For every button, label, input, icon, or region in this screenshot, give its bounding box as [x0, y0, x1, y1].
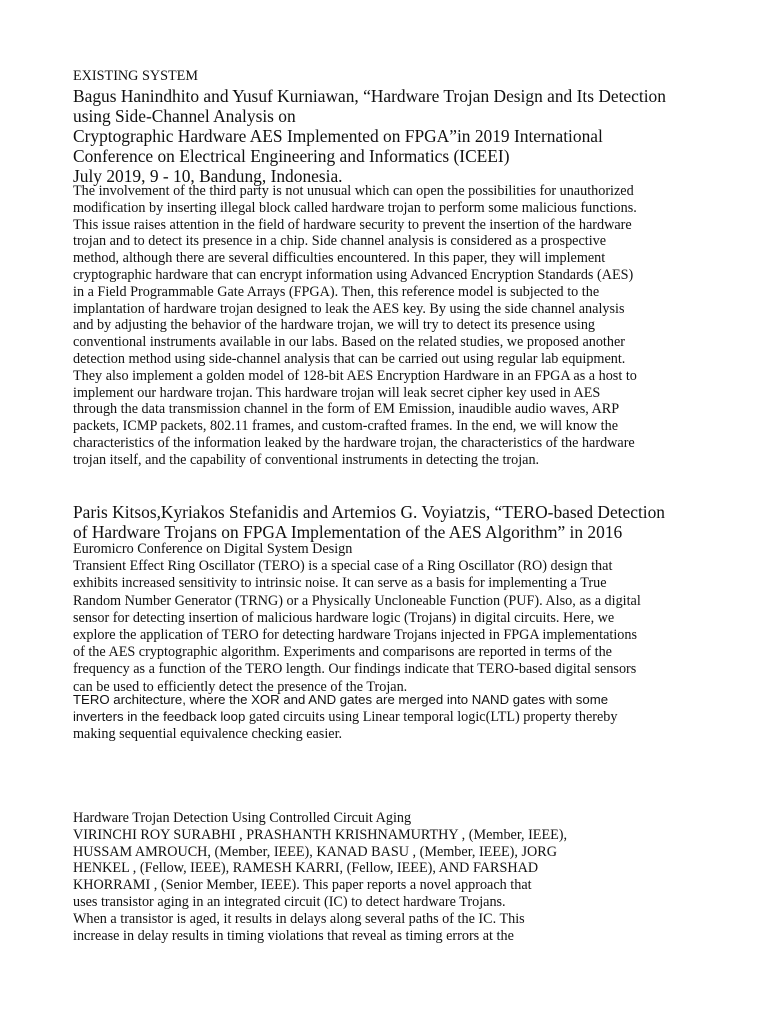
ref3-line: HENKEL , (Fellow, IEEE), RAMESH KARRI, (Fellow, IEEE), AND FARSHAD [73, 860, 539, 877]
abstract-line: exhibits increased sensitivity to intrinsic noise. It can serve as a basis for implementing a True [73, 575, 607, 592]
ref3-line: When a transistor is aged, it results in delays along several paths of the IC. This [73, 910, 525, 927]
ref3-title: Hardware Trojan Detection Using Controlled Circuit Aging [73, 810, 412, 826]
citation-line: Cryptographic Hardware AES Implemented on FPGA”in 2019 International [73, 126, 603, 146]
tero-line: making sequential equivalence checking easier. [73, 725, 343, 742]
abstract-line: can be used to efficiently detect the presence of the Trojan. [73, 678, 408, 695]
ref3-line: increase in delay results in timing violations that reveal as timing errors at the [73, 927, 514, 944]
abstract-line: trojan itself, and the capability of conventional instruments in detecting the trojan. [73, 451, 540, 468]
citation-line: Bagus Hanindhito and Yusuf Kurniawan, “Hardware Trojan Design and Its Detection [73, 86, 666, 106]
abstract-line: implantation of hardware trojan designed to leak the AES key. By using the side channel analysis [73, 300, 625, 317]
ref2-citation [73, 502, 703, 542]
section-heading [73, 68, 703, 85]
ref1-abstract [73, 183, 703, 469]
citation-line: Paris Kitsos,Kyriakos Stefanidis and Artemios G. Voyiatzis, “TERO-based Detection [73, 502, 666, 522]
abstract-line: method, although there are several difficulties encountered. In this paper, they will implement [73, 250, 606, 267]
ref3-block [73, 810, 703, 944]
abstract-line: implement our hardware trojan. This hardware trojan will leak secret cipher key used in AES [73, 384, 601, 401]
abstract-line: through the data transmission channel in the form of EM Emission, inaudible audio waves, ARP [73, 401, 620, 418]
ref3-line: HUSSAM AMROUCH, (Member, IEEE), KANAD BASU , (Member, IEEE), JORG [73, 843, 557, 860]
abstract-line: modification by inserting illegal block called hardware trojan to perform some malicious functions. [73, 199, 637, 216]
abstract-line: packets, ICMP packets, 802.11 frames, and custom-crafted frames. In the end, we will know the [73, 418, 619, 435]
abstract-line: in a Field Programmable Gate Arrays (FPGA). Then, this reference model is subjected to the [73, 283, 600, 300]
abstract-line: Transient Effect Ring Oscillator (TERO) is a special case of a Ring Oscillator (RO) design that [73, 558, 613, 575]
ref2-abstract [73, 541, 703, 696]
tero-run-sans: inverters in the feedback loop [73, 708, 246, 724]
ref3-line: VIRINCHI ROY SURABHI , PRASHANTH KRISHNAMURTHY , (Member, IEEE), [73, 826, 568, 843]
ref1-citation [73, 86, 703, 186]
abstract-line: frequency as a function of the TERO length. Our findings indicate that TERO-based digital sensors [73, 661, 637, 678]
ref3-line: KHORRAMI , (Senior Member, IEEE). This paper reports a novel approach that [73, 877, 532, 894]
abstract-line: and by adjusting the behavior of the hardware trojan, we will try to detect its presence using [73, 317, 596, 334]
ref3-line: uses transistor aging in an integrated circuit (IC) to detect hardware Trojans. [73, 893, 506, 910]
abstract-line: cryptographic hardware that can encrypt information using Advanced Encryption Standards (AES) [73, 266, 634, 283]
tero-architecture-note [73, 692, 703, 742]
abstract-line: They also implement a golden model of 128-bit AES Encryption Hardware in an FPGA as a host to [73, 367, 637, 384]
abstract-line: sensor for detecting insertion of malicious hardware logic (Trojans) in digital circuits. Here, we [73, 609, 615, 626]
tero-run-serif: gated circuits using Linear temporal logic(LTL) property thereby [245, 708, 618, 725]
abstract-line: trojan and to detect its presence in a chip. Side channel analysis is considered as a prospective [73, 233, 607, 250]
abstract-line: This issue raises attention in the field of hardware security to prevent the insertion of the hardware [73, 216, 632, 233]
citation-line: of Hardware Trojans on FPGA Implementation of the AES Algorithm” in 2016 [73, 522, 623, 542]
abstract-line: of the AES cryptographic algorithm. Experiments and comparisons are reported in terms of the [73, 644, 612, 661]
citation-line: using Side-Channel Analysis on [73, 106, 296, 126]
abstract-line: conventional instruments available in our labs. Based on the related studies, we proposed another [73, 334, 625, 351]
heading-existing-system: EXISTING SYSTEM [73, 68, 198, 84]
abstract-line: explore the application of TERO for detecting hardware Trojans injected in FPGA implementations [73, 627, 637, 644]
citation-line: Conference on Electrical Engineering and Informatics (ICEEI) [73, 146, 510, 166]
citation-line: July 2019, 9 - 10, Bandung, Indonesia. [73, 166, 343, 186]
venue-line: Euromicro Conference on Digital System Design [73, 541, 353, 557]
abstract-line: The involvement of the third party is not unusual which can open the possibilities for unauthorized [73, 183, 634, 199]
tero-line-mixed [73, 709, 703, 726]
abstract-line: characteristics of the information leaked by the hardware trojan, the characteristics of the hardware [73, 434, 635, 451]
tero-line: TERO architecture, where the XOR and AND gates are merged into NAND gates with some [73, 692, 609, 707]
abstract-line: Random Number Generator (TRNG) or a Physically Uncloneable Function (PUF). Also, as a digital [73, 592, 641, 609]
abstract-line: detection method using side-channel analysis that can be carried out using regular lab equipment. [73, 350, 626, 367]
